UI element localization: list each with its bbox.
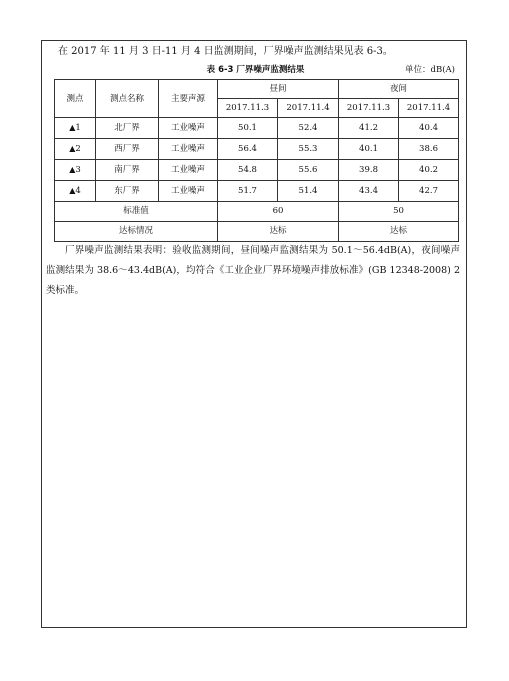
- table-unit: 单位：dB(A): [405, 65, 455, 75]
- compliance-label: 达标情况: [55, 222, 218, 242]
- header-point-name: 测点名称: [96, 80, 159, 118]
- cell-night-1: 41.2: [339, 118, 399, 139]
- standard-day: 60: [218, 202, 339, 222]
- cell-point-name: 北厂界: [96, 118, 159, 139]
- cell-day-1: 50.1: [218, 118, 278, 139]
- standard-night: 50: [339, 202, 459, 222]
- compliance-day: 达标: [218, 222, 339, 242]
- cell-day-2: 55.6: [278, 160, 339, 181]
- header-night: 夜间: [339, 80, 459, 99]
- header-date-night-2: 2017.11.4: [399, 99, 459, 118]
- cell-night-2: 40.2: [399, 160, 459, 181]
- header-day: 昼间: [218, 80, 339, 99]
- cell-point-name: 西厂界: [96, 139, 159, 160]
- table-row: [55, 118, 459, 139]
- table-row: [55, 181, 459, 202]
- header-date-night-1: 2017.11.3: [339, 99, 399, 118]
- header-date-day-2: 2017.11.4: [278, 99, 339, 118]
- cell-source: 工业噪声: [159, 118, 218, 139]
- point-id: 4: [75, 186, 81, 196]
- header-date-day-1: 2017.11.3: [218, 99, 278, 118]
- cell-point-name: 南厂界: [96, 160, 159, 181]
- cell-source: 工业噪声: [159, 160, 218, 181]
- triangle-marker-icon: ▲: [69, 123, 76, 132]
- point-id: 3: [75, 165, 81, 175]
- cell-day-1: 56.4: [218, 139, 278, 160]
- table-row: [55, 139, 459, 160]
- header-point: 测点: [55, 80, 96, 118]
- cell-day-2: 55.3: [278, 139, 339, 160]
- cell-point-name: 东厂界: [96, 181, 159, 202]
- cell-night-1: 40.1: [339, 139, 399, 160]
- cell-day-1: 51.7: [218, 181, 278, 202]
- point-id: 1: [75, 123, 81, 133]
- header-source: 主要声源: [159, 80, 218, 118]
- triangle-marker-icon: ▲: [69, 165, 76, 174]
- intro-text: 在 2017 年 11 月 3 日-11 月 4 日监测期间，厂界噪声监测结果见表 6-3。: [58, 46, 393, 57]
- cell-night-2: 40.4: [399, 118, 459, 139]
- cell-source: 工业噪声: [159, 139, 218, 160]
- cell-point: [55, 139, 96, 160]
- point-id: 2: [75, 144, 81, 154]
- table-caption-row: [54, 64, 457, 76]
- standard-row: [55, 202, 459, 222]
- cell-point: [55, 181, 96, 202]
- cell-source: 工业噪声: [159, 181, 218, 202]
- cell-point: [55, 118, 96, 139]
- cell-night-1: 43.4: [339, 181, 399, 202]
- table-row: [55, 160, 459, 181]
- cell-night-1: 39.8: [339, 160, 399, 181]
- standard-label: 标准值: [55, 202, 218, 222]
- conclusion-paragraph: 厂界噪声监测结果表明：验收监测期间，昼间噪声监测结果为 50.1～56.4dB(A)，夜间噪声监测结果为 38.6～43.4dB(A)，均符合《工业企业厂界环境噪声排放标准》(GB 12348-2008) 2 类标准。: [46, 245, 460, 296]
- cell-day-1: 54.8: [218, 160, 278, 181]
- compliance-row: [55, 222, 459, 242]
- cell-day-2: 52.4: [278, 118, 339, 139]
- triangle-marker-icon: ▲: [69, 144, 76, 153]
- cell-day-2: 51.4: [278, 181, 339, 202]
- noise-results-table: [54, 79, 459, 242]
- table-title: 表 6-3 厂界噪声监测结果: [206, 65, 305, 75]
- compliance-night: 达标: [339, 222, 459, 242]
- triangle-marker-icon: ▲: [69, 186, 76, 195]
- cell-night-2: 38.6: [399, 139, 459, 160]
- cell-night-2: 42.7: [399, 181, 459, 202]
- cell-point: [55, 160, 96, 181]
- header-row-1: [55, 80, 459, 99]
